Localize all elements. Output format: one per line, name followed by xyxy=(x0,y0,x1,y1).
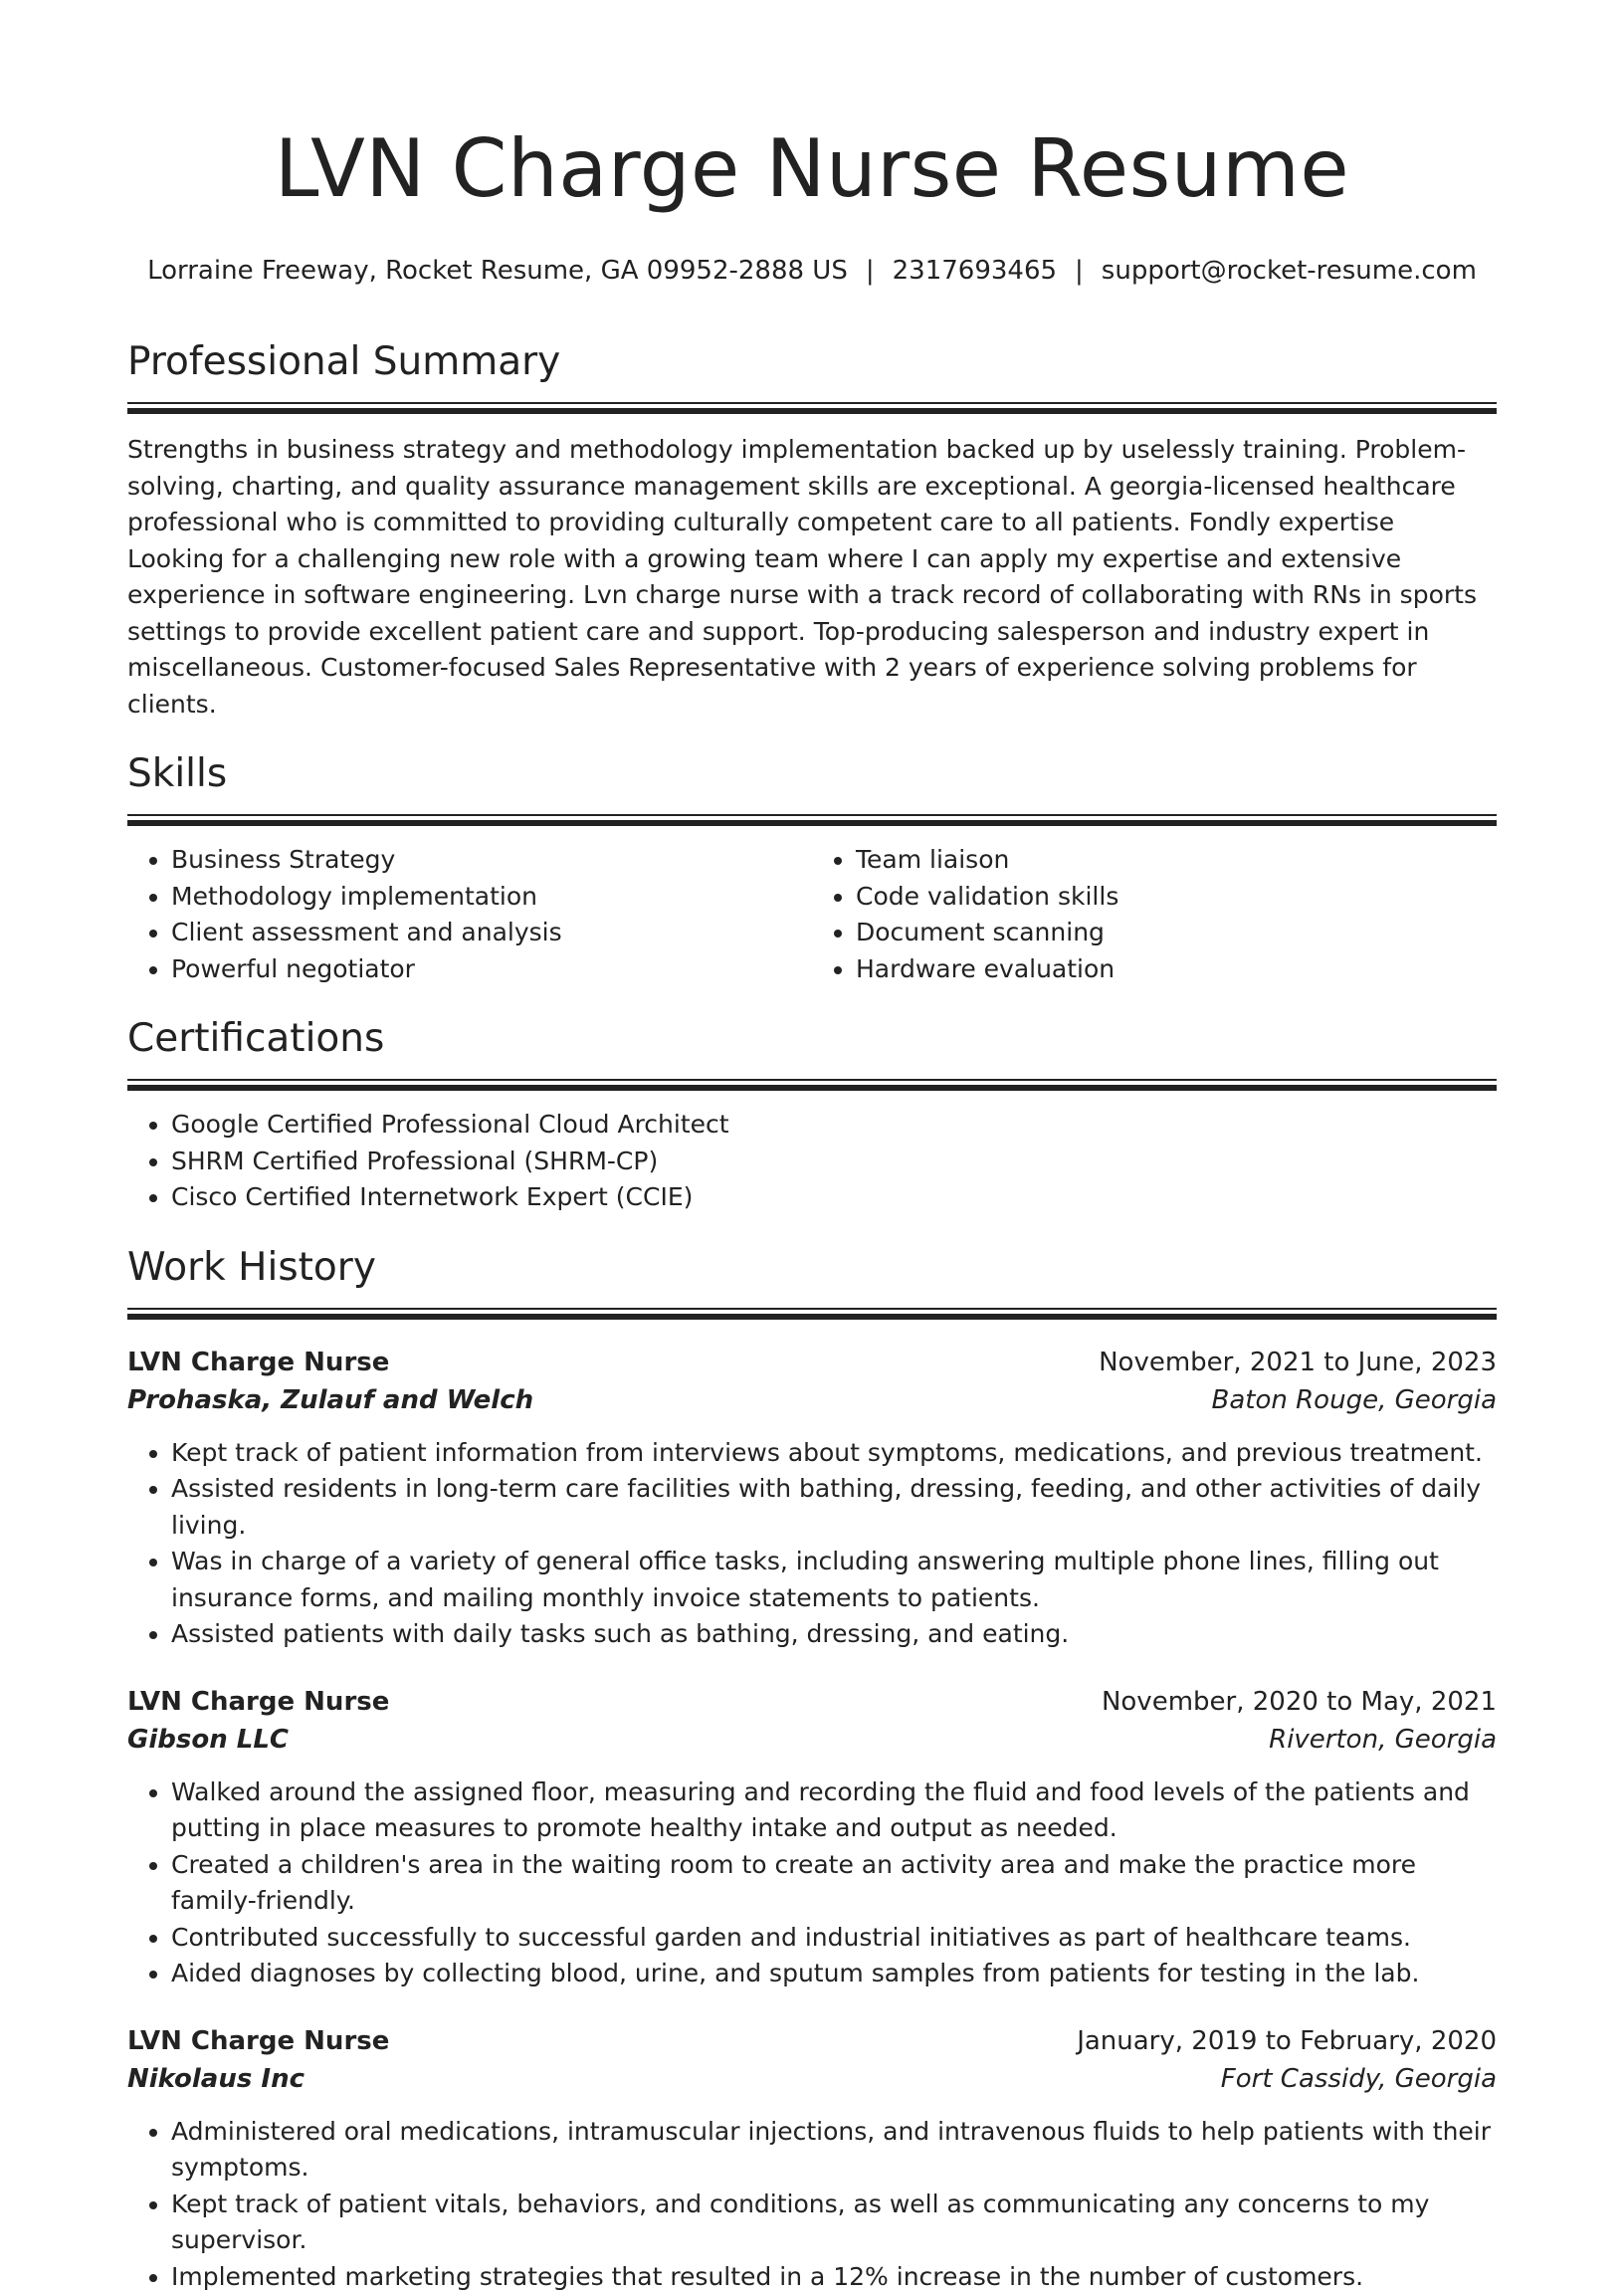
job-header xyxy=(127,2022,1497,2060)
section-title: Professional Summary xyxy=(127,336,1497,388)
job-subheader xyxy=(127,1721,1497,1759)
list-item: • Assisted patients with daily tasks such as bathing, dressing, and eating. xyxy=(171,1616,1497,1653)
job-title: LVN Charge Nurse xyxy=(127,2022,389,2060)
job-title: LVN Charge Nurse xyxy=(127,1344,389,1381)
job-location: Baton Rouge, Georgia xyxy=(1212,1381,1498,1419)
skills-list-right xyxy=(812,842,1497,987)
job-title: LVN Charge Nurse xyxy=(127,1683,389,1721)
list-item: • Powerful negotiator xyxy=(171,951,812,988)
contact-phone: 2317693465 xyxy=(893,256,1057,286)
job-bullets xyxy=(127,1774,1497,1992)
list-item: • Was in charge of a variety of general office tasks, including answering multiple phone lines, filling out insurance forms, and mailing monthly invoice statements to patients. xyxy=(171,1544,1497,1616)
section-title: Work History xyxy=(127,1242,1497,1294)
section-divider xyxy=(127,402,1497,414)
list-item: • Implemented marketing strategies that resulted in a 12% increase in the number of customers. xyxy=(171,2259,1497,2295)
summary-text: Strengths in business strategy and methodology implementation backed up by uselessly training. Problem-solving, charting, and quality assurance management skills are exceptional. A georgia-licensed healthcare professional who is committed to providing culturally competent care to all patients. Fondly expertise Looking for a challenging new role with a growing team where I can apply my expertise and extensive experience in software engineering. Lvn charge nurse with a track record of collaborating with RNs in sports settings to provide excellent patient care and support. Top-producing salesperson and industry expert in miscellaneous. Customer-focused Sales Representative with 2 years of experience solving problems for clients. xyxy=(127,432,1497,723)
contact-email: support@rocket-resume.com xyxy=(1102,256,1477,286)
section-divider xyxy=(127,1308,1497,1320)
list-item: • Google Certified Professional Cloud Architect xyxy=(171,1107,1497,1144)
job-entry xyxy=(127,1344,1497,1653)
list-item: • Aided diagnoses by collecting blood, urine, and sputum samples from patients for testing in the lab. xyxy=(171,1956,1497,1992)
job-header xyxy=(127,1683,1497,1721)
list-item: • Methodology implementation xyxy=(171,879,812,916)
list-item: • Kept track of patient vitals, behaviors, and conditions, as well as communicating any concerns to my supervisor. xyxy=(171,2187,1497,2259)
job-dates: November, 2021 to June, 2023 xyxy=(1099,1344,1497,1381)
list-item: • Walked around the assigned floor, measuring and recording the fluid and food levels of the patients and putting in place measures to promote healthy intake and output as needed. xyxy=(171,1774,1497,1847)
job-dates: November, 2020 to May, 2021 xyxy=(1102,1683,1497,1721)
section-divider xyxy=(127,1079,1497,1091)
list-item: • Kept track of patient information from interviews about symptoms, medications, and previous treatment. xyxy=(171,1435,1497,1472)
list-item: • Client assessment and analysis xyxy=(171,915,812,951)
skills-section xyxy=(127,748,1497,987)
job-location: Riverton, Georgia xyxy=(1269,1721,1497,1759)
section-title: Skills xyxy=(127,748,1497,800)
list-item: • Administered oral medications, intramuscular injections, and intravenous fluids to help patients with their symptoms. xyxy=(171,2114,1497,2187)
section-title: Certifications xyxy=(127,1013,1497,1065)
certifications-list xyxy=(127,1107,1497,1216)
summary-section xyxy=(127,336,1497,723)
list-item: • Document scanning xyxy=(856,915,1497,951)
list-item: • SHRM Certified Professional (SHRM-CP) xyxy=(171,1144,1497,1180)
certifications-section xyxy=(127,1013,1497,1216)
resume-title: LVN Charge Nurse Resume xyxy=(127,0,1497,217)
contact-separator: | xyxy=(1057,256,1102,286)
list-item: • Hardware evaluation xyxy=(856,951,1497,988)
list-item: • Cisco Certified Internetwork Expert (CCIE) xyxy=(171,1179,1497,1216)
job-subheader xyxy=(127,2060,1497,2098)
job-subheader xyxy=(127,1381,1497,1419)
job-dates: January, 2019 to February, 2020 xyxy=(1077,2022,1497,2060)
job-location: Fort Cassidy, Georgia xyxy=(1221,2060,1497,2098)
job-entry xyxy=(127,2022,1497,2295)
job-bullets xyxy=(127,1435,1497,1653)
job-company: Prohaska, Zulauf and Welch xyxy=(127,1381,533,1419)
job-bullets xyxy=(127,2114,1497,2295)
section-divider xyxy=(127,814,1497,826)
job-header xyxy=(127,1344,1497,1381)
job-company: Nikolaus Inc xyxy=(127,2060,304,2098)
job-entry xyxy=(127,1683,1497,1992)
contact-separator: | xyxy=(848,256,893,286)
job-company: Gibson LLC xyxy=(127,1721,289,1759)
skills-list-left xyxy=(127,842,812,987)
list-item: • Code validation skills xyxy=(856,879,1497,916)
contact-address: Lorraine Freeway, Rocket Resume, GA 09952-2888 US xyxy=(147,256,848,286)
work-history-section xyxy=(127,1242,1497,2295)
list-item: • Business Strategy xyxy=(171,842,812,879)
list-item: • Team liaison xyxy=(856,842,1497,879)
list-item: • Contributed successfully to successful garden and industrial initiatives as part of healthcare teams. xyxy=(171,1920,1497,1957)
list-item: • Created a children's area in the waiting room to create an activity area and make the practice more family-friendly. xyxy=(171,1847,1497,1920)
contact-line xyxy=(127,253,1497,289)
list-item: • Assisted residents in long-term care facilities with bathing, dressing, feeding, and other activities of daily living. xyxy=(171,1471,1497,1544)
skills-grid xyxy=(127,842,1497,987)
